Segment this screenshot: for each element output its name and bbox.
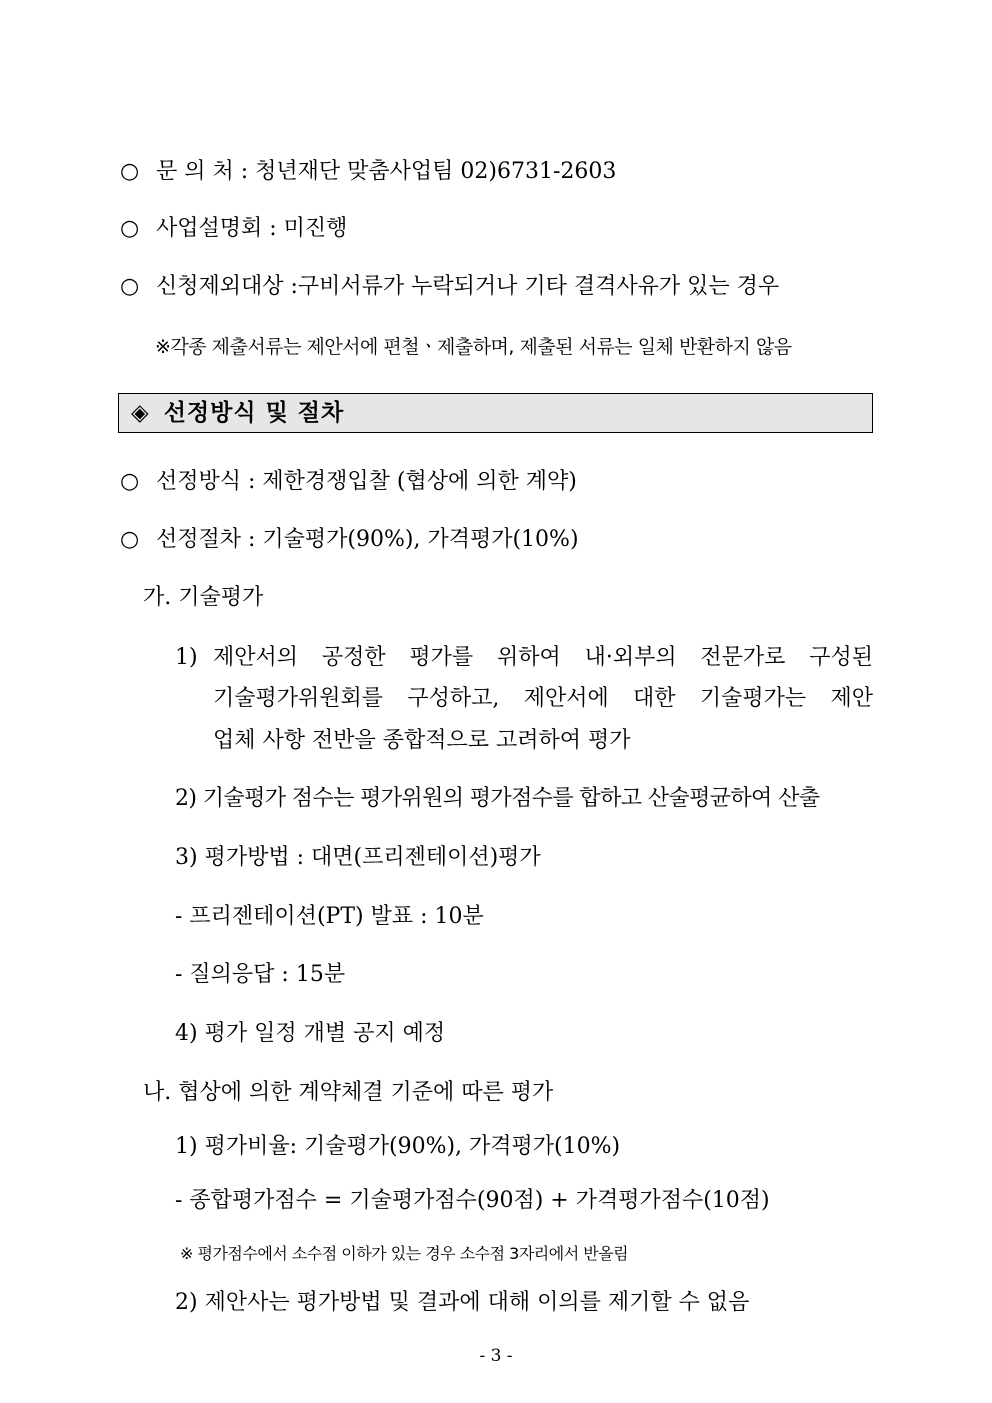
technical-eval-title: 가. 기술평가 [143, 585, 264, 610]
tech-eval-item-1-line-2: 기술평가위원회를 구성하고, 제안서에 대한 기술평가는 제안 [213, 686, 873, 711]
briefing-text: 사업설명회 : 미진행 [156, 216, 348, 241]
tech-eval-item-4: 4) 평가 일정 개별 공지 예정 [175, 1021, 446, 1046]
section-title: 선정방식 및 절차 [163, 400, 345, 426]
page-number: - 3 - [479, 1346, 513, 1366]
briefing-item [120, 214, 347, 244]
tech-eval-item-1-line-3: 업체 사항 전반을 종합적으로 고려하여 평가 [213, 728, 631, 753]
exclusion-note: ※각종 제출서류는 제안서에 편철ㆍ제출하며, 제출된 서류는 일체 반환하지 않음 [155, 336, 792, 358]
tech-eval-item-1-number: 1) [175, 645, 198, 670]
selection-method-item [120, 467, 577, 497]
circle-bullet-icon: ○ [120, 469, 140, 494]
diamond-icon: ◈ [131, 400, 150, 426]
circle-bullet-icon: ○ [120, 527, 140, 552]
selection-procedure-text: 선정절차 : 기술평가(90%), 가격평가(10%) [156, 527, 579, 552]
negotiation-eval-title: 나. 협상에 의한 계약체결 기준에 따른 평가 [143, 1080, 554, 1105]
exclusion-text: 신청제외대상 :구비서류가 누락되거나 기타 결격사유가 있는 경우 [156, 274, 780, 299]
no-objection-item: 2) 제안사는 평가방법 및 결과에 대해 이의를 제기할 수 없음 [175, 1290, 750, 1315]
circle-bullet-icon: ○ [120, 159, 140, 184]
circle-bullet-icon: ○ [120, 274, 140, 299]
selection-procedure-item [120, 525, 579, 555]
eval-ratio: 1) 평가비율: 기술평가(90%), 가격평가(10%) [175, 1134, 621, 1159]
presentation-time: - 프리젠테이션(PT) 발표 : 10분 [175, 904, 484, 929]
exclusion-item [120, 272, 779, 302]
selection-method-text: 선정방식 : 제한경쟁입찰 (협상에 의한 계약) [156, 469, 577, 494]
inquiry-text: 문 의 처 : 청년재단 맞춤사업팀 02)6731-2603 [156, 159, 617, 184]
total-score-formula: - 종합평가점수 = 기술평가점수(90점) + 가격평가점수(10점) [175, 1188, 770, 1213]
tech-eval-item-2: 2) 기술평가 점수는 평가위원의 평가점수를 합하고 산술평균하여 산출 [175, 786, 820, 811]
rounding-note: ※ 평가점수에서 소수점 이하가 있는 경우 소수점 3자리에서 반올림 [180, 1244, 629, 1263]
qa-time: - 질의응답 : 15분 [175, 962, 346, 987]
tech-eval-item-1-line-1: 제안서의 공정한 평가를 위하여 내·외부의 전문가로 구성된 [213, 645, 873, 670]
tech-eval-item-3: 3) 평가방법 : 대면(프리젠테이션)평가 [175, 845, 541, 870]
circle-bullet-icon: ○ [120, 216, 140, 241]
section-heading [118, 393, 873, 433]
inquiry-item [120, 157, 616, 187]
